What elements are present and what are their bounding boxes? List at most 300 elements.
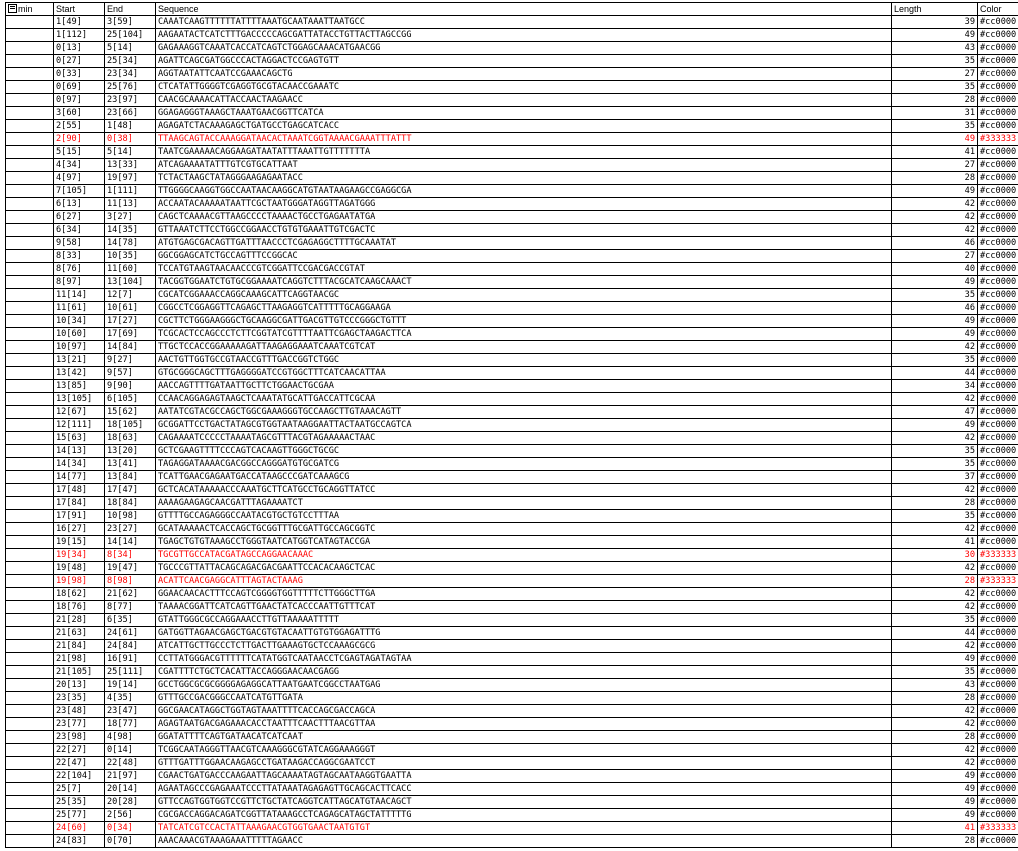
length-column-header[interactable]: Length	[892, 3, 978, 16]
start-cell[interactable]: 10[97]	[54, 341, 105, 354]
color-cell[interactable]: #cc0000	[978, 432, 1018, 445]
table-row[interactable]	[6, 614, 1018, 627]
table-row[interactable]	[6, 562, 1018, 575]
sequence-cell[interactable]: GTTAAATCTTCCTGGCCGGAACCTGTGTGAAATTGTCGACTC	[156, 224, 892, 237]
start-cell[interactable]: 13[21]	[54, 354, 105, 367]
end-cell[interactable]: 0[70]	[105, 835, 156, 848]
sequence-cell[interactable]: AACCAGTTTTGATAATTGCTTCTGGAACTGCGAA	[156, 380, 892, 393]
color-cell[interactable]: #cc0000	[978, 172, 1018, 185]
row-blank-cell[interactable]	[6, 185, 54, 198]
color-cell[interactable]: #cc0000	[978, 198, 1018, 211]
start-cell[interactable]: 7[105]	[54, 185, 105, 198]
end-cell[interactable]: 0[14]	[105, 744, 156, 757]
sequence-cell[interactable]: GGAACAACACTTTCCAGTCGGGGTGGTTTTTCTTGGGCTTGA	[156, 588, 892, 601]
sequence-cell[interactable]: AAAAGAAGAGCAACGATTTAGAAAATCT	[156, 497, 892, 510]
table-row[interactable]	[6, 393, 1018, 406]
length-cell[interactable]: 35	[892, 55, 978, 68]
length-cell[interactable]: 35	[892, 81, 978, 94]
start-cell[interactable]: 10[60]	[54, 328, 105, 341]
end-cell[interactable]: 18[84]	[105, 497, 156, 510]
length-cell[interactable]: 49	[892, 809, 978, 822]
color-cell[interactable]: #333333	[978, 822, 1018, 835]
end-cell[interactable]: 15[62]	[105, 406, 156, 419]
start-cell[interactable]: 12[111]	[54, 419, 105, 432]
length-cell[interactable]: 42	[892, 432, 978, 445]
start-cell[interactable]: 21[63]	[54, 627, 105, 640]
table-row[interactable]	[6, 705, 1018, 718]
sequence-cell[interactable]: ACCAATACAAAAATAATTCGCTAATGGGATAGGTTAGATGGG	[156, 198, 892, 211]
length-cell[interactable]: 49	[892, 133, 978, 146]
sequence-cell[interactable]: TTGGGGCAAGGTGGCCAATAACAAGGCATGTAATAAGAAGCCGAGGCGA	[156, 185, 892, 198]
color-cell[interactable]: #333333	[978, 549, 1018, 562]
color-cell[interactable]: #cc0000	[978, 250, 1018, 263]
row-blank-cell[interactable]	[6, 289, 54, 302]
start-cell[interactable]: 14[77]	[54, 471, 105, 484]
table-row[interactable]	[6, 224, 1018, 237]
start-cell[interactable]: 12[67]	[54, 406, 105, 419]
row-blank-cell[interactable]	[6, 445, 54, 458]
table-row[interactable]	[6, 146, 1018, 159]
color-cell[interactable]: #cc0000	[978, 185, 1018, 198]
length-cell[interactable]: 42	[892, 198, 978, 211]
color-cell[interactable]: #cc0000	[978, 302, 1018, 315]
row-blank-cell[interactable]	[6, 302, 54, 315]
start-cell[interactable]: 23[77]	[54, 718, 105, 731]
color-cell[interactable]: #cc0000	[978, 783, 1018, 796]
table-row[interactable]	[6, 770, 1018, 783]
end-cell[interactable]: 4[35]	[105, 692, 156, 705]
table-row[interactable]	[6, 549, 1018, 562]
table-row[interactable]	[6, 250, 1018, 263]
row-blank-cell[interactable]	[6, 107, 54, 120]
sequence-cell[interactable]: CGCGACCAGGACAGATCGGTTATAAAGCCTCAGAGCATAGCTATTTTTG	[156, 809, 892, 822]
end-column-header[interactable]: End	[105, 3, 156, 16]
row-blank-cell[interactable]	[6, 783, 54, 796]
sequence-cell[interactable]: TGCCCGTTATTACAGCAGACGACGAATTCCACACAAGCTCAC	[156, 562, 892, 575]
start-cell[interactable]: 25[77]	[54, 809, 105, 822]
sequence-cell[interactable]: TAGAGGATAAAACGACGGCCAGGGATGTGCGATCG	[156, 458, 892, 471]
sequence-column-header[interactable]: Sequence	[156, 3, 892, 16]
end-cell[interactable]: 0[34]	[105, 822, 156, 835]
color-cell[interactable]: #cc0000	[978, 562, 1018, 575]
length-cell[interactable]: 27	[892, 68, 978, 81]
color-cell[interactable]: #cc0000	[978, 237, 1018, 250]
start-cell[interactable]: 19[98]	[54, 575, 105, 588]
table-row[interactable]	[6, 718, 1018, 731]
sequence-cell[interactable]: TAATCGAAAAACAGGAAGATAATATTTAAATTGTTTTTTTA	[156, 146, 892, 159]
color-cell[interactable]: #cc0000	[978, 393, 1018, 406]
sequence-cell[interactable]: GTGCGGGCAGCTTTGAGGGGATCCGTGGCTTTCATCAACATTAA	[156, 367, 892, 380]
color-cell[interactable]: #cc0000	[978, 718, 1018, 731]
length-cell[interactable]: 49	[892, 315, 978, 328]
end-cell[interactable]: 25[111]	[105, 666, 156, 679]
table-row[interactable]	[6, 692, 1018, 705]
table-row[interactable]	[6, 731, 1018, 744]
length-cell[interactable]: 49	[892, 770, 978, 783]
start-cell[interactable]: 10[34]	[54, 315, 105, 328]
sequence-cell[interactable]: GCATAAAAACTCACCAGCTGCGGTTTGCGATTGCCAGCGGTC	[156, 523, 892, 536]
sequence-cell[interactable]: ATGTGAGCGACAGTTGATTTAACCCTCGAGAGGCTTTTGCAAATAT	[156, 237, 892, 250]
sequence-cell[interactable]: CAAATCAAGTTTTTTATTTTAAATGCAATAAATTAATGCC	[156, 16, 892, 29]
sequence-cell[interactable]: AGATTCAGCGATGGCCCACTAGGACTCCGAGTGTT	[156, 55, 892, 68]
start-cell[interactable]: 22[104]	[54, 770, 105, 783]
color-cell[interactable]: #cc0000	[978, 510, 1018, 523]
sequence-cell[interactable]: TCGCACTCCAGCCCTCTTCGGTATCGTTTTAATTCGAGCTAAGACTTCA	[156, 328, 892, 341]
length-cell[interactable]: 49	[892, 29, 978, 42]
start-cell[interactable]: 17[48]	[54, 484, 105, 497]
start-cell[interactable]: 21[84]	[54, 640, 105, 653]
length-cell[interactable]: 42	[892, 211, 978, 224]
row-blank-cell[interactable]	[6, 536, 54, 549]
table-row[interactable]	[6, 120, 1018, 133]
sequence-cell[interactable]: GCTCGAAGTTTTCCCAGTCACAAGTTGGGCTGCGC	[156, 445, 892, 458]
start-cell[interactable]: 11[61]	[54, 302, 105, 315]
end-cell[interactable]: 0[38]	[105, 133, 156, 146]
color-cell[interactable]: #cc0000	[978, 809, 1018, 822]
end-cell[interactable]: 18[105]	[105, 419, 156, 432]
color-cell[interactable]: #cc0000	[978, 315, 1018, 328]
row-blank-cell[interactable]	[6, 328, 54, 341]
start-cell[interactable]: 13[42]	[54, 367, 105, 380]
color-cell[interactable]: #cc0000	[978, 354, 1018, 367]
sequence-cell[interactable]: ACATTCAACGAGGCATTTAGTACTAAAG	[156, 575, 892, 588]
sequence-cell[interactable]: TGAGCTGTGTAAAGCCTGGGTAATCATGGTCATAGTACCGA	[156, 536, 892, 549]
table-row[interactable]	[6, 107, 1018, 120]
color-cell[interactable]: #cc0000	[978, 692, 1018, 705]
color-cell[interactable]: #cc0000	[978, 614, 1018, 627]
color-cell[interactable]: #cc0000	[978, 471, 1018, 484]
sequence-cell[interactable]: TCTACTAAGCTATAGGGAAGAGAATACC	[156, 172, 892, 185]
table-row[interactable]	[6, 42, 1018, 55]
length-cell[interactable]: 39	[892, 16, 978, 29]
color-cell[interactable]: #cc0000	[978, 406, 1018, 419]
length-cell[interactable]: 35	[892, 289, 978, 302]
end-cell[interactable]: 14[78]	[105, 237, 156, 250]
table-row[interactable]	[6, 588, 1018, 601]
color-cell[interactable]: #cc0000	[978, 536, 1018, 549]
row-blank-cell[interactable]	[6, 55, 54, 68]
start-cell[interactable]: 17[84]	[54, 497, 105, 510]
start-cell[interactable]: 2[90]	[54, 133, 105, 146]
table-row[interactable]	[6, 419, 1018, 432]
sequence-cell[interactable]: GCTCACATAAAAACCCAAATGCTTCATGCCTGCAGGTTATCC	[156, 484, 892, 497]
start-cell[interactable]: 0[33]	[54, 68, 105, 81]
color-cell[interactable]: #333333	[978, 133, 1018, 146]
start-cell[interactable]: 20[13]	[54, 679, 105, 692]
end-cell[interactable]: 14[84]	[105, 341, 156, 354]
start-cell[interactable]: 0[97]	[54, 94, 105, 107]
end-cell[interactable]: 23[97]	[105, 94, 156, 107]
start-cell[interactable]: 22[47]	[54, 757, 105, 770]
table-row[interactable]	[6, 783, 1018, 796]
length-cell[interactable]: 35	[892, 120, 978, 133]
start-cell[interactable]: 8[97]	[54, 276, 105, 289]
color-cell[interactable]: #cc0000	[978, 328, 1018, 341]
start-cell[interactable]: 6[13]	[54, 198, 105, 211]
row-blank-cell[interactable]	[6, 367, 54, 380]
color-cell[interactable]: #cc0000	[978, 627, 1018, 640]
start-cell[interactable]: 13[105]	[54, 393, 105, 406]
start-cell[interactable]: 24[83]	[54, 835, 105, 848]
table-row[interactable]	[6, 809, 1018, 822]
start-cell[interactable]: 2[55]	[54, 120, 105, 133]
start-cell[interactable]: 0[13]	[54, 42, 105, 55]
color-cell[interactable]: #cc0000	[978, 653, 1018, 666]
end-cell[interactable]: 8[98]	[105, 575, 156, 588]
color-cell[interactable]: #cc0000	[978, 159, 1018, 172]
table-row[interactable]	[6, 367, 1018, 380]
color-cell[interactable]: #cc0000	[978, 731, 1018, 744]
sequence-cell[interactable]: GATGGTTAGAACGAGCTGACGTGTACAATTGTGTGGAGATTTG	[156, 627, 892, 640]
color-cell[interactable]: #cc0000	[978, 640, 1018, 653]
color-cell[interactable]: #cc0000	[978, 796, 1018, 809]
row-blank-cell[interactable]	[6, 497, 54, 510]
color-cell[interactable]: #cc0000	[978, 120, 1018, 133]
min-column-header[interactable]: min	[6, 3, 54, 16]
table-row[interactable]	[6, 198, 1018, 211]
row-blank-cell[interactable]	[6, 94, 54, 107]
end-cell[interactable]: 20[14]	[105, 783, 156, 796]
color-cell[interactable]: #cc0000	[978, 588, 1018, 601]
end-cell[interactable]: 19[47]	[105, 562, 156, 575]
row-blank-cell[interactable]	[6, 458, 54, 471]
row-blank-cell[interactable]	[6, 419, 54, 432]
end-cell[interactable]: 13[84]	[105, 471, 156, 484]
sequence-cell[interactable]: GTTCCAGTGGTGGTCCGTTCTGCTATCAGGTCATTAGCATGTAACAGCT	[156, 796, 892, 809]
end-cell[interactable]: 9[27]	[105, 354, 156, 367]
table-row[interactable]	[6, 16, 1018, 29]
length-cell[interactable]: 42	[892, 718, 978, 731]
length-cell[interactable]: 35	[892, 666, 978, 679]
row-blank-cell[interactable]	[6, 614, 54, 627]
table-row[interactable]	[6, 653, 1018, 666]
length-cell[interactable]: 41	[892, 146, 978, 159]
sequence-cell[interactable]: CTCATATTGGGGTCGAGGTGCGTACAACCGAAATC	[156, 81, 892, 94]
row-blank-cell[interactable]	[6, 120, 54, 133]
row-blank-cell[interactable]	[6, 744, 54, 757]
row-blank-cell[interactable]	[6, 315, 54, 328]
start-cell[interactable]: 25[35]	[54, 796, 105, 809]
sequence-cell[interactable]: GTTTGATTTGGAACAAGAGCCTGATAAGACCAGGCGAATCCT	[156, 757, 892, 770]
table-row[interactable]	[6, 81, 1018, 94]
end-cell[interactable]: 5[14]	[105, 146, 156, 159]
start-column-header[interactable]: Start	[54, 3, 105, 16]
length-cell[interactable]: 42	[892, 588, 978, 601]
sequence-cell[interactable]: CCAACAGGAGAGTAAGCTCAAATATGCATTGACCATTCGCAA	[156, 393, 892, 406]
start-cell[interactable]: 23[48]	[54, 705, 105, 718]
sequence-cell[interactable]: ATCATTGCTTGCCCTCTTGACTTGAAAGTGCTCCAAAGCGCG	[156, 640, 892, 653]
row-blank-cell[interactable]	[6, 432, 54, 445]
row-blank-cell[interactable]	[6, 341, 54, 354]
table-row[interactable]	[6, 627, 1018, 640]
start-cell[interactable]: 17[91]	[54, 510, 105, 523]
end-cell[interactable]: 14[35]	[105, 224, 156, 237]
sequence-cell[interactable]: CCTTATGGGACGTTTTTTCATATGGTCAATAACCTCGAGTAGATAGTAA	[156, 653, 892, 666]
row-blank-cell[interactable]	[6, 471, 54, 484]
length-cell[interactable]: 35	[892, 458, 978, 471]
sequence-cell[interactable]: TTAAGCAGTACCAAAGGATAACACTAAATCGGTAAAACGAAATTTATTT	[156, 133, 892, 146]
color-cell[interactable]: #cc0000	[978, 380, 1018, 393]
length-cell[interactable]: 27	[892, 159, 978, 172]
sequence-cell[interactable]: TTGCTCCACCGGAAAAAGATTAAGAGGAAATCAAATCGTCAT	[156, 341, 892, 354]
table-row[interactable]	[6, 458, 1018, 471]
length-cell[interactable]: 41	[892, 536, 978, 549]
row-blank-cell[interactable]	[6, 211, 54, 224]
end-cell[interactable]: 19[97]	[105, 172, 156, 185]
length-cell[interactable]: 43	[892, 42, 978, 55]
color-cell[interactable]: #cc0000	[978, 211, 1018, 224]
row-blank-cell[interactable]	[6, 770, 54, 783]
start-cell[interactable]: 14[34]	[54, 458, 105, 471]
length-cell[interactable]: 28	[892, 575, 978, 588]
length-cell[interactable]: 41	[892, 822, 978, 835]
table-row[interactable]	[6, 744, 1018, 757]
color-cell[interactable]: #cc0000	[978, 523, 1018, 536]
start-cell[interactable]: 6[27]	[54, 211, 105, 224]
sequence-cell[interactable]: GCGGATTCCTGACTATAGCGTGGTAATAAGGAATTACTAATGCCAGTCA	[156, 419, 892, 432]
sequence-cell[interactable]: CGGCCTCGGAGGTTCAGAGCTTAAGAGGTCATTTTTGCAGGAAGA	[156, 302, 892, 315]
start-cell[interactable]: 13[85]	[54, 380, 105, 393]
row-blank-cell[interactable]	[6, 68, 54, 81]
end-cell[interactable]: 18[77]	[105, 718, 156, 731]
table-row[interactable]	[6, 406, 1018, 419]
row-blank-cell[interactable]	[6, 159, 54, 172]
sequence-cell[interactable]: GGCGGAGCATCTGCCAGTTTCCGGCAC	[156, 250, 892, 263]
length-cell[interactable]: 42	[892, 705, 978, 718]
table-row[interactable]	[6, 679, 1018, 692]
sequence-cell[interactable]: CAGCTCAAAACGTTAAGCCCCTAAAACTGCCTGAGAATATGA	[156, 211, 892, 224]
length-cell[interactable]: 35	[892, 354, 978, 367]
row-blank-cell[interactable]	[6, 705, 54, 718]
table-row[interactable]	[6, 497, 1018, 510]
table-row[interactable]	[6, 328, 1018, 341]
sequence-cell[interactable]: CAACGCAAAACATTACCAACTAAGAACC	[156, 94, 892, 107]
start-cell[interactable]: 1[112]	[54, 29, 105, 42]
start-cell[interactable]: 23[98]	[54, 731, 105, 744]
sequence-cell[interactable]: CGCATCGGAAACCAGGCAAAGCATTCAGGTAACGC	[156, 289, 892, 302]
start-cell[interactable]: 0[69]	[54, 81, 105, 94]
sequence-cell[interactable]: GTTTGCCGACGGGCCAATCATGTTGATA	[156, 692, 892, 705]
table-row[interactable]	[6, 536, 1018, 549]
length-cell[interactable]: 28	[892, 172, 978, 185]
sequence-cell[interactable]: AGAGTAATGACGAGAAACACCTAATTTCAACTTTAACGTTAA	[156, 718, 892, 731]
end-cell[interactable]: 19[14]	[105, 679, 156, 692]
start-cell[interactable]: 15[63]	[54, 432, 105, 445]
end-cell[interactable]: 3[27]	[105, 211, 156, 224]
sequence-cell[interactable]: AAGAATACTCATCTTTGACCCCCAGCGATTATACCTGTTACTTAGCCGG	[156, 29, 892, 42]
length-cell[interactable]: 28	[892, 94, 978, 107]
length-cell[interactable]: 49	[892, 185, 978, 198]
end-cell[interactable]: 11[60]	[105, 263, 156, 276]
table-row[interactable]	[6, 55, 1018, 68]
table-row[interactable]	[6, 133, 1018, 146]
row-blank-cell[interactable]	[6, 601, 54, 614]
table-row[interactable]	[6, 510, 1018, 523]
sequence-cell[interactable]: AATATCGTACGCCAGCTGGCGAAAGGGTGCCAAGCTTGTAAACAGTT	[156, 406, 892, 419]
length-cell[interactable]: 28	[892, 731, 978, 744]
length-cell[interactable]: 37	[892, 471, 978, 484]
sequence-cell[interactable]: TGCGTTGCCATACGATAGCCAGGAACAAAC	[156, 549, 892, 562]
length-cell[interactable]: 42	[892, 757, 978, 770]
row-blank-cell[interactable]	[6, 276, 54, 289]
row-blank-cell[interactable]	[6, 29, 54, 42]
start-cell[interactable]: 11[14]	[54, 289, 105, 302]
length-cell[interactable]: 31	[892, 107, 978, 120]
row-blank-cell[interactable]	[6, 549, 54, 562]
start-cell[interactable]: 19[15]	[54, 536, 105, 549]
row-blank-cell[interactable]	[6, 172, 54, 185]
color-cell[interactable]: #cc0000	[978, 107, 1018, 120]
row-blank-cell[interactable]	[6, 627, 54, 640]
table-row[interactable]	[6, 601, 1018, 614]
color-cell[interactable]: #cc0000	[978, 744, 1018, 757]
end-cell[interactable]: 8[34]	[105, 549, 156, 562]
end-cell[interactable]: 20[28]	[105, 796, 156, 809]
length-cell[interactable]: 35	[892, 510, 978, 523]
color-cell[interactable]: #cc0000	[978, 419, 1018, 432]
table-row[interactable]	[6, 172, 1018, 185]
end-cell[interactable]: 16[91]	[105, 653, 156, 666]
row-blank-cell[interactable]	[6, 380, 54, 393]
color-cell[interactable]: #cc0000	[978, 458, 1018, 471]
row-blank-cell[interactable]	[6, 718, 54, 731]
table-row[interactable]	[6, 432, 1018, 445]
table-row[interactable]	[6, 523, 1018, 536]
table-row[interactable]	[6, 289, 1018, 302]
end-cell[interactable]: 18[63]	[105, 432, 156, 445]
end-cell[interactable]: 1[48]	[105, 120, 156, 133]
end-cell[interactable]: 13[104]	[105, 276, 156, 289]
row-blank-cell[interactable]	[6, 575, 54, 588]
row-blank-cell[interactable]	[6, 133, 54, 146]
row-blank-cell[interactable]	[6, 757, 54, 770]
sequence-cell[interactable]: GCCTGGCGCGCGGGGAGAGGCATTAATGAATCGGCCTAATGAG	[156, 679, 892, 692]
sequence-cell[interactable]: TATCATCGTCCACTATTAAAGAACGTGGTGAACTAATGTGT	[156, 822, 892, 835]
length-cell[interactable]: 42	[892, 744, 978, 757]
color-cell[interactable]: #cc0000	[978, 68, 1018, 81]
sequence-cell[interactable]: TCCATGTAAGTAACAACCCGTCGGATTCCGACGACCGTAT	[156, 263, 892, 276]
table-row[interactable]	[6, 276, 1018, 289]
color-cell[interactable]: #cc0000	[978, 224, 1018, 237]
sequence-cell[interactable]: GGCGAACATAGGCTGGTAGTAAATTTTCACCAGCGACCAGCA	[156, 705, 892, 718]
length-cell[interactable]: 34	[892, 380, 978, 393]
row-blank-cell[interactable]	[6, 796, 54, 809]
end-cell[interactable]: 9[57]	[105, 367, 156, 380]
end-cell[interactable]: 12[7]	[105, 289, 156, 302]
length-cell[interactable]: 44	[892, 627, 978, 640]
length-cell[interactable]: 42	[892, 601, 978, 614]
end-cell[interactable]: 9[90]	[105, 380, 156, 393]
sequence-cell[interactable]: GAGAAAGGTCAAATCACCATCAGTCTGGAGCAAACATGAACGG	[156, 42, 892, 55]
end-cell[interactable]: 17[27]	[105, 315, 156, 328]
start-cell[interactable]: 25[7]	[54, 783, 105, 796]
sequence-cell[interactable]: TACGGTGGAATCTGTGCGGAAAATCAGGTCTTTACGCATCAAGCAAACT	[156, 276, 892, 289]
end-cell[interactable]: 25[104]	[105, 29, 156, 42]
color-cell[interactable]: #cc0000	[978, 601, 1018, 614]
row-blank-cell[interactable]	[6, 198, 54, 211]
row-blank-cell[interactable]	[6, 588, 54, 601]
sequence-cell[interactable]: AGGTAATATTCAATCCGAAACAGCTG	[156, 68, 892, 81]
end-cell[interactable]: 24[84]	[105, 640, 156, 653]
row-blank-cell[interactable]	[6, 484, 54, 497]
table-row[interactable]	[6, 302, 1018, 315]
start-cell[interactable]: 21[105]	[54, 666, 105, 679]
end-cell[interactable]: 21[62]	[105, 588, 156, 601]
row-blank-cell[interactable]	[6, 42, 54, 55]
start-cell[interactable]: 9[58]	[54, 237, 105, 250]
table-row[interactable]	[6, 341, 1018, 354]
row-blank-cell[interactable]	[6, 510, 54, 523]
